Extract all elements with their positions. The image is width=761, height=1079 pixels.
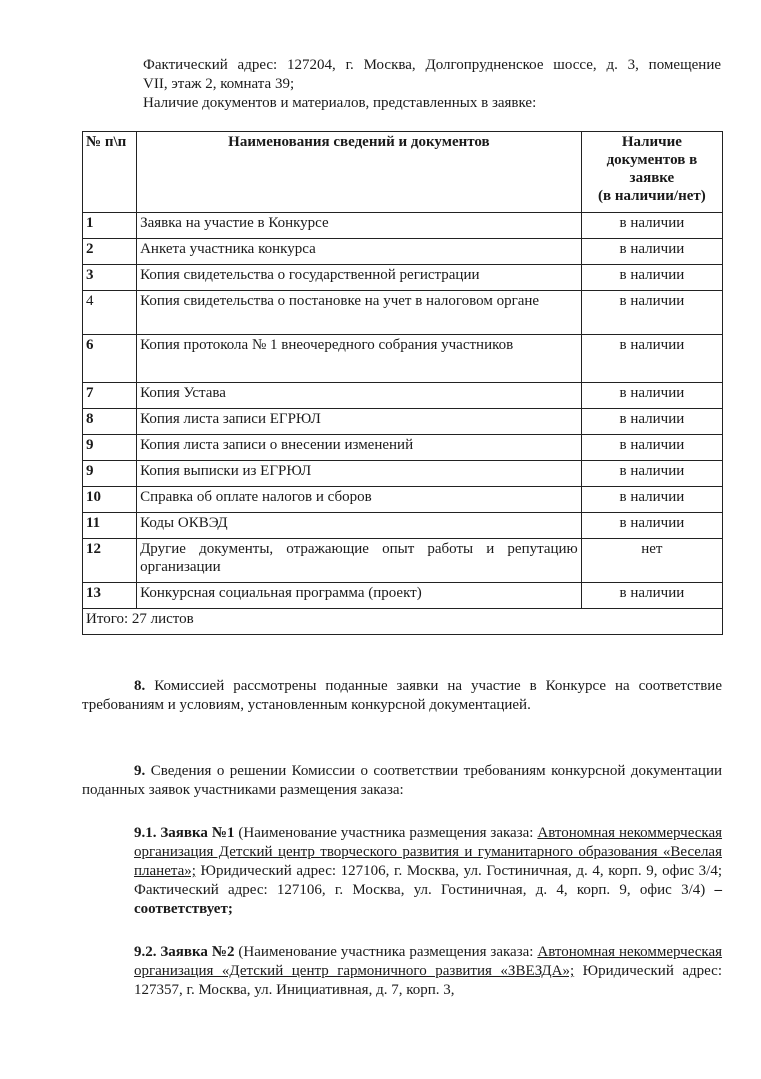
header-presence-line4: (в наличии/нет) <box>598 188 706 204</box>
row-presence: в наличии <box>581 487 722 513</box>
table-total-row <box>83 609 723 635</box>
row-name: Копия свидетельства о государственной регистрации <box>137 265 582 291</box>
row-num: 10 <box>83 487 137 513</box>
row-name: Справка об оплате налогов и сборов <box>137 487 582 513</box>
header-num: № п\п <box>83 132 137 213</box>
table-row <box>83 335 723 383</box>
table-row <box>83 383 723 409</box>
header-presence-line2: документов в <box>606 152 698 168</box>
row-presence: в наличии <box>581 513 722 539</box>
row-num: 9 <box>83 435 137 461</box>
bid-1-paragraph <box>134 824 722 919</box>
bid-1-verdict: – соответствует; <box>134 882 723 917</box>
bid-1-org-name: Автономная некоммерческая организация Детский центр творческого развития и гуманитарного образования «Веселая планета»; <box>134 825 723 879</box>
table-row <box>83 291 723 335</box>
bid-1-address: Юридический адрес: 127106, г. Москва, ул. Гостиничная, д. 4, корп. 9, офис 3/4; Фактический адрес: 127106, г. Москва, ул. Гостиничная, д. 4, корп. 9, офис 3/4) <box>134 863 722 898</box>
table-row <box>83 583 723 609</box>
row-presence: в наличии <box>581 409 722 435</box>
header-presence-line1: Наличие <box>621 134 682 150</box>
row-presence: в наличии <box>581 435 722 461</box>
header-presence-line3: заявке <box>629 170 675 186</box>
row-name: Копия протокола № 1 внеочередного собрания участников <box>137 335 582 383</box>
row-num: 6 <box>83 335 137 383</box>
row-num: 3 <box>83 265 137 291</box>
bid-1-label: 9.1. Заявка №1 <box>134 825 235 841</box>
row-presence: в наличии <box>581 461 722 487</box>
row-name: Другие документы, отражающие опыт работы и репутацию организации <box>137 539 582 583</box>
intro-line-2: VII, этаж 2, комната 39; <box>143 76 295 92</box>
row-presence: в наличии <box>581 335 722 383</box>
row-name: Коды ОКВЭД <box>137 513 582 539</box>
row-presence: в наличии <box>581 239 722 265</box>
section-8-text: Комиссией рассмотрены поданные заявки на участие в Конкурсе на соответствие требованиям и условиям, установленным конкурсной документацией. <box>82 678 722 713</box>
bid-2-prefix: (Наименование участника размещения заказа: <box>234 944 538 960</box>
row-presence: в наличии <box>581 383 722 409</box>
section-9-paragraph <box>82 762 722 800</box>
row-num: 9 <box>83 461 137 487</box>
intro-line-3: Наличие документов и материалов, представленных в заявке: <box>143 95 537 111</box>
header-name: Наименования сведений и документов <box>137 132 582 213</box>
bid-2-paragraph <box>134 943 722 1000</box>
table-header-row <box>83 132 723 213</box>
row-name: Конкурсная социальная программа (проект) <box>137 583 582 609</box>
table-row <box>83 487 723 513</box>
row-num: 4 <box>83 291 137 335</box>
bid-2-label: 9.2. Заявка №2 <box>134 944 235 960</box>
table-row <box>83 461 723 487</box>
table-row <box>83 513 723 539</box>
row-num: 12 <box>83 539 137 583</box>
row-num: 7 <box>83 383 137 409</box>
row-presence: в наличии <box>581 291 722 335</box>
row-presence: в наличии <box>581 583 722 609</box>
row-name: Заявка на участие в Конкурсе <box>137 213 582 239</box>
table-total: Итого: 27 листов <box>83 609 723 635</box>
bid-1-prefix: (Наименование участника размещения заказа: <box>234 825 538 841</box>
table-row <box>83 239 723 265</box>
documents-table <box>82 131 723 635</box>
header-presence <box>581 132 722 213</box>
bid-2-org-name: Автономная некоммерческая организация «Детский центр гармоничного развития «ЗВЕЗДА»; <box>134 944 723 979</box>
row-name: Копия листа записи ЕГРЮЛ <box>137 409 582 435</box>
row-presence: нет <box>581 539 722 583</box>
section-9-number: 9. <box>134 763 146 779</box>
row-num: 8 <box>83 409 137 435</box>
row-num: 1 <box>83 213 137 239</box>
row-name: Анкета участника конкурса <box>137 239 582 265</box>
row-name: Копия выписки из ЕГРЮЛ <box>137 461 582 487</box>
section-8-number: 8. <box>134 678 146 694</box>
row-num: 2 <box>83 239 137 265</box>
row-num: 11 <box>83 513 137 539</box>
intro-line-1: Фактический адрес: 127204, г. Москва, Долгопрудненское шоссе, д. 3, помещение <box>143 57 721 73</box>
table-row <box>83 265 723 291</box>
row-name: Копия Устава <box>137 383 582 409</box>
row-num: 13 <box>83 583 137 609</box>
row-name: Копия листа записи о внесении изменений <box>137 435 582 461</box>
table-row <box>83 435 723 461</box>
row-presence: в наличии <box>581 265 722 291</box>
table-row <box>83 409 723 435</box>
row-presence: в наличии <box>581 213 722 239</box>
bid-2-address: Юридический адрес: 127357, г. Москва, ул. Инициативная, д. 7, корп. 3, <box>134 963 723 998</box>
table-row <box>83 539 723 583</box>
section-9-text: Сведения о решении Комиссии о соответствии требованиям конкурсной документации поданных заявок участниками размещения заказа: <box>82 763 723 798</box>
row-name: Копия свидетельства о постановке на учет в налоговом органе <box>137 291 582 335</box>
table-row <box>83 213 723 239</box>
section-8-paragraph <box>82 677 722 715</box>
